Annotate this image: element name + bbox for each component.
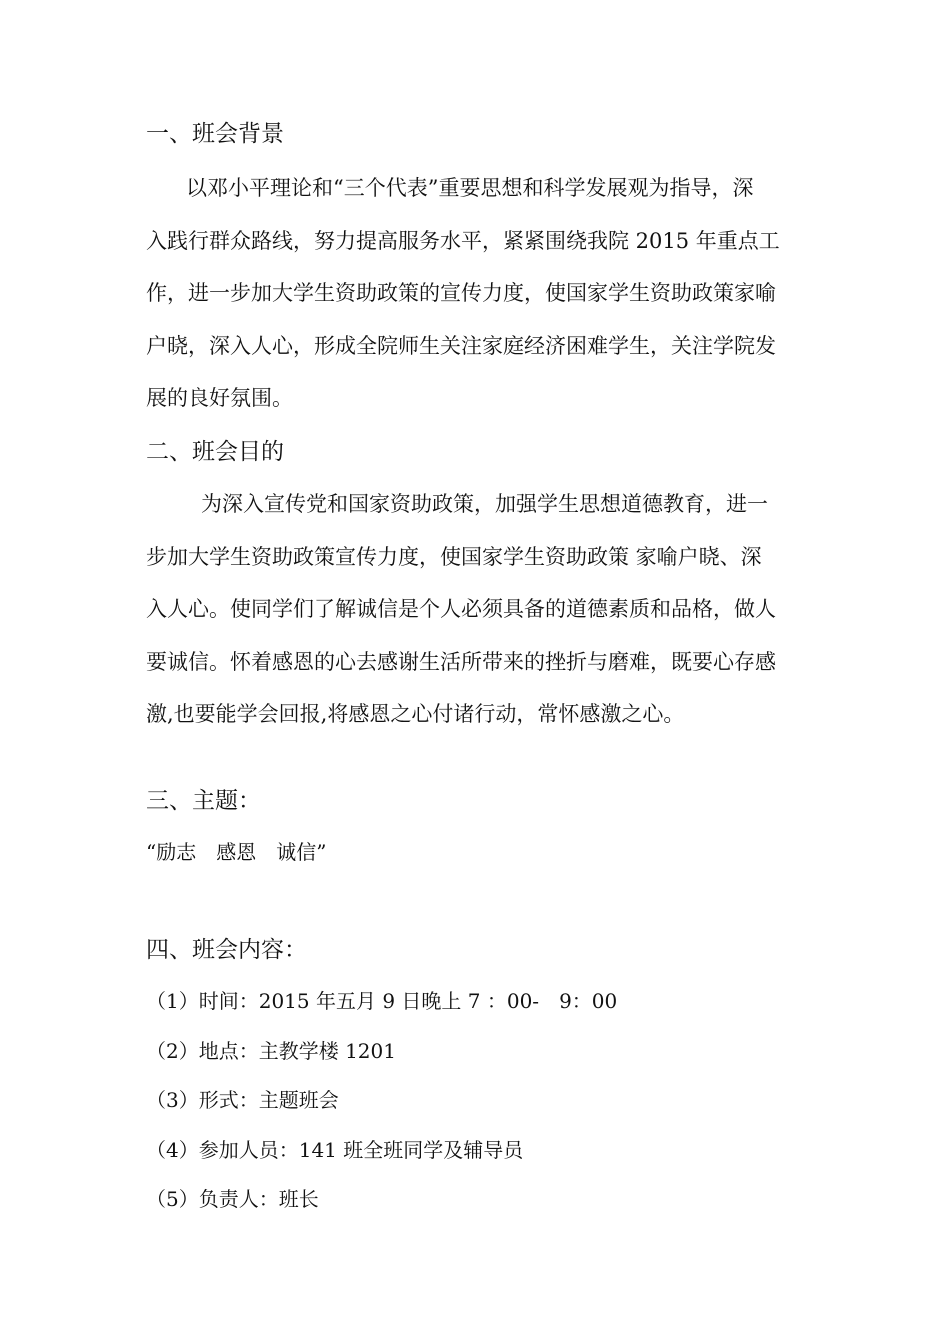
paragraph-line: 激,也要能学会回报,将感恩之心付诸行动，常怀感激之心。 [146, 702, 685, 726]
paragraph-line: 户晓，深入人心，形成全院师生关注家庭经济困难学生，关注学院发 [146, 333, 776, 358]
paragraph-line: 步加大学生资助政策宣传力度，使国家学生资助政策 家喻户晓、深 [146, 544, 762, 569]
theme-text: “励志 感恩 诚信” [146, 840, 327, 864]
paragraph-line: 作，进一步加大学生资助政策的宣传力度，使国家学生资助政策家喻 [146, 281, 776, 305]
paragraph-line: 展的良好氛围。 [146, 386, 293, 410]
paragraph-line: 入践行群众路线，努力提高服务水平，紧紧围绕我院 2015 年重点工 [146, 228, 780, 253]
content-item-person-in-charge: （5）负责人：班长 [146, 1187, 319, 1211]
section-heading-content: 四、班会内容： [146, 937, 307, 963]
paragraph-line: 为深入宣传党和国家资助政策，加强学生思想道德教育，进一 [201, 492, 768, 516]
content-item-time: （1）时间：2015 年五月 9 日晚上 7 ：00- 9：00 [146, 989, 618, 1013]
paragraph-purpose [146, 478, 808, 741]
content-item-format: （3）形式：主题班会 [146, 1088, 339, 1112]
section-heading-background: 一、班会背景 [146, 121, 284, 147]
section-heading-purpose: 二、班会目的 [146, 439, 284, 465]
content-item-participants: （4）参加人员：141 班全班同学及辅导员 [146, 1138, 524, 1162]
paragraph-line: 入人心。使同学们了解诚信是个人必须具备的道德素质和品格，做人 [146, 597, 776, 621]
paragraph-line: 以邓小平理论和“三个代表”重要思想和科学发展观为指导，深 [186, 176, 754, 200]
section-heading-theme: 三、主题： [146, 788, 261, 814]
paragraph-background [146, 162, 808, 425]
paragraph-line: 要诚信。怀着感恩的心去感谢生活所带来的挫折与磨难，既要心存感 [146, 649, 776, 674]
content-item-location: （2）地点：主教学楼 1201 [146, 1039, 396, 1063]
